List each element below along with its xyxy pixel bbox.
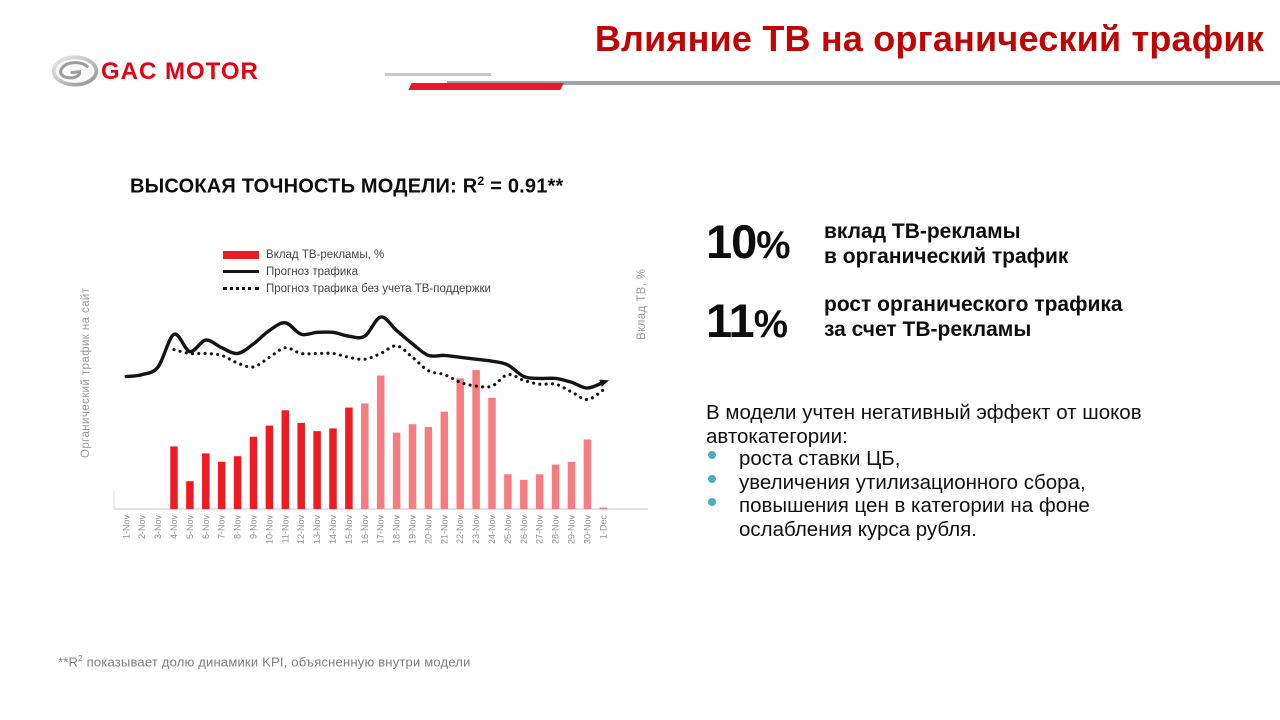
- svg-text:28-Nov: 28-Nov: [550, 515, 561, 545]
- svg-text:25-Nov: 25-Nov: [502, 515, 513, 545]
- svg-text:9-Nov: 9-Nov: [248, 515, 259, 540]
- legend-swatch-solid-line: [223, 270, 259, 273]
- legend-item-forecast-no-tv: [223, 280, 491, 297]
- stat-suffix: %: [753, 303, 787, 346]
- chart-heading-post: = 0.91**: [484, 175, 564, 198]
- stat-traffic-growth-value: [706, 293, 787, 348]
- svg-text:16-Nov: 16-Nov: [359, 515, 370, 545]
- svg-text:1-Dec: 1-Dec: [598, 515, 609, 540]
- svg-text:18-Nov: 18-Nov: [391, 515, 402, 545]
- chart-heading-sup: 2: [477, 174, 485, 188]
- stat-label-line: вклад ТВ-рекламы: [824, 220, 1021, 243]
- footnote-sup: 2: [78, 654, 83, 663]
- svg-text:29-Nov: 29-Nov: [566, 515, 577, 545]
- traffic-chart: [100, 300, 660, 570]
- svg-text:23-Nov: 23-Nov: [471, 515, 482, 545]
- stat-number: 10: [706, 215, 757, 268]
- footnote-pre: **R: [58, 654, 79, 670]
- svg-text:14-Nov: 14-Nov: [328, 515, 338, 545]
- list-item: [706, 447, 1192, 471]
- svg-text:11-Nov: 11-Nov: [280, 515, 291, 544]
- svg-text:19-Nov: 19-Nov: [407, 515, 418, 545]
- svg-text:7-Nov: 7-Nov: [216, 515, 227, 540]
- footnote: [58, 654, 471, 669]
- bullet-icon: [708, 475, 716, 483]
- notes-intro: В модели учтен негативный эффект от шоков автокатегории:: [706, 401, 1142, 448]
- legend-label: Прогноз трафика без учета ТВ-поддержки: [266, 282, 491, 295]
- svg-text:3-Nov: 3-Nov: [153, 515, 164, 540]
- legend-item-tv-bars: [223, 246, 491, 263]
- brand-name: GAC MOTOR: [101, 58, 259, 85]
- svg-text:5-Nov: 5-Nov: [184, 515, 195, 540]
- divider-light: [385, 73, 491, 76]
- svg-text:6-Nov: 6-Nov: [200, 515, 211, 540]
- svg-text:2-Nov: 2-Nov: [137, 515, 148, 540]
- svg-text:1-Nov: 1-Nov: [121, 515, 132, 540]
- stat-tv-contribution-label: [824, 219, 1068, 269]
- svg-text:24-Nov: 24-Nov: [487, 515, 497, 545]
- bullet-icon: [708, 451, 716, 459]
- divider-gray: [447, 81, 1280, 85]
- stat-number: 11: [706, 294, 754, 347]
- svg-text:12-Nov: 12-Nov: [296, 515, 307, 545]
- legend-label: Прогноз трафика: [266, 265, 358, 278]
- stat-label-line: за счет ТВ-рекламы: [824, 318, 1032, 341]
- legend-item-forecast: [223, 263, 491, 280]
- bullet-text: роста ставки ЦБ,: [739, 447, 901, 470]
- svg-text:30-Nov: 30-Nov: [582, 515, 593, 545]
- bullet-text: повышения цен в категории на фоне ослабления курса рубля.: [739, 494, 1090, 541]
- svg-text:20-Nov: 20-Nov: [423, 515, 434, 545]
- bullet-icon: [708, 498, 716, 506]
- stat-label-line: рост органического трафика: [824, 293, 1123, 316]
- chart-heading: [130, 174, 564, 199]
- svg-text:27-Nov: 27-Nov: [534, 515, 545, 545]
- gac-emblem-icon: [52, 55, 98, 87]
- svg-text:15-Nov: 15-Nov: [343, 515, 354, 545]
- y-axis-label-left: Органический трафик на сайт: [80, 287, 92, 459]
- list-item: [706, 494, 1192, 541]
- legend-label: Вклад ТВ-рекламы, %: [266, 248, 385, 261]
- svg-text:4-Nov: 4-Nov: [169, 515, 179, 540]
- svg-text:8-Nov: 8-Nov: [232, 515, 243, 540]
- stat-label-line: в органический трафик: [824, 245, 1069, 268]
- svg-text:21-Nov: 21-Nov: [439, 515, 450, 545]
- chart-heading-pre: ВЫСОКАЯ ТОЧНОСТЬ МОДЕЛИ: R: [130, 175, 478, 198]
- notes-list: [706, 447, 1192, 541]
- y-axis-label-right: Вклад ТВ, %: [636, 268, 648, 340]
- stat-suffix: %: [756, 224, 790, 267]
- chart-legend: [223, 246, 491, 297]
- divider-red: [408, 83, 563, 90]
- list-item: [706, 471, 1192, 495]
- svg-text:26-Nov: 26-Nov: [518, 515, 529, 545]
- page-title: Влияние ТВ на органический трафик: [594, 18, 1264, 59]
- svg-text:13-Nov: 13-Nov: [312, 515, 323, 545]
- footnote-post: показывает долю динамики KPI, объясненную внутри модели: [82, 654, 471, 670]
- legend-swatch-dotted-line: [223, 287, 259, 290]
- stat-traffic-growth-label: [824, 292, 1123, 342]
- legend-swatch-red-bar: [223, 251, 259, 259]
- svg-text:17-Nov: 17-Nov: [375, 515, 386, 545]
- svg-text:10-Nov: 10-Nov: [264, 515, 275, 545]
- bullet-text: увеличения утилизационного сбора,: [739, 470, 1086, 494]
- svg-text:22-Nov: 22-Nov: [455, 515, 466, 545]
- stat-tv-contribution-value: [706, 214, 790, 269]
